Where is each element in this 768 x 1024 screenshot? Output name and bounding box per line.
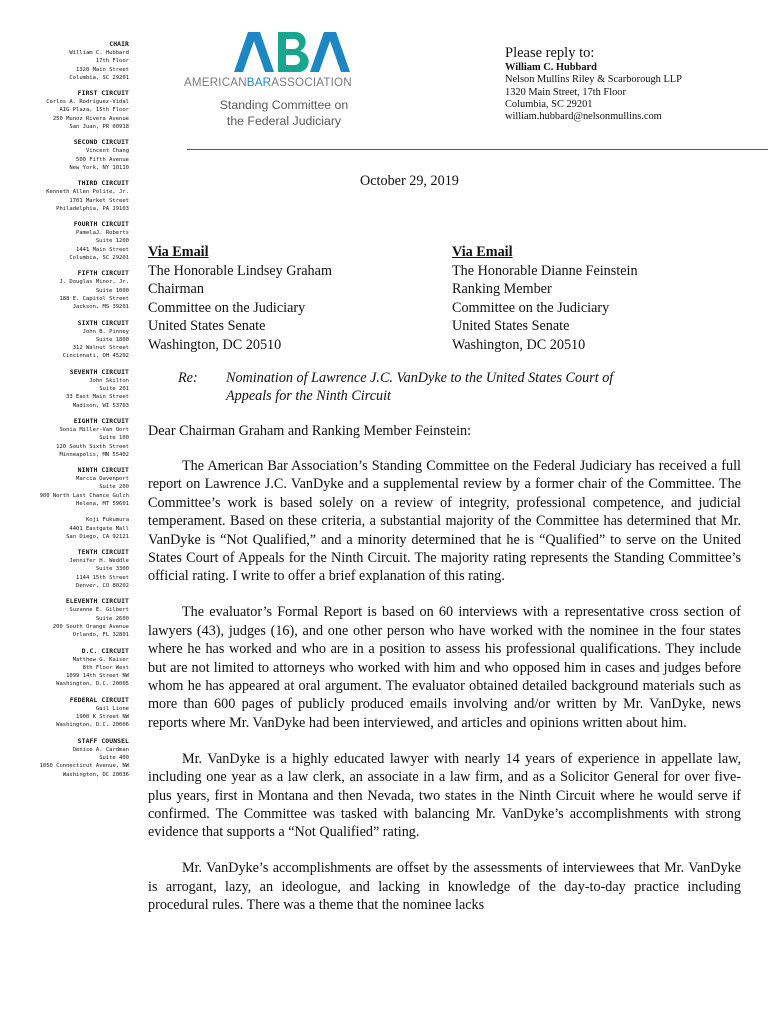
addressee-line: Committee on the Judiciary [452,299,610,316]
roster-line: J. Douglas Minor, Jr. [59,279,129,286]
roster-line: 188 E. Capitol Street [59,295,129,302]
reply-email[interactable]: william.hubbard@nelsonmullins.com [505,111,662,123]
roster-title: ELEVENTH CIRCUIT [65,597,129,606]
roster-line: Suite 3300 [95,566,129,573]
roster-line: 200 South Orange Avenue [52,623,129,630]
roster-line: PamelaJ. Roberts [76,230,129,237]
roster-block [0,179,129,213]
addressee-line: Committee on the Judiciary [148,299,306,316]
roster-line: 1144 15th Street [76,574,129,581]
roster-line: 500 Fifth Avenue [76,156,129,163]
roster-title: EIGHTH CIRCUIT [73,416,129,425]
roster-line: AIG Plaza, 15th Floor [59,107,129,114]
roster-title: THIRD CIRCUIT [77,179,129,188]
roster-line: Helena, MT 59601 [76,500,129,507]
roster-line: San Juan, PR 00918 [69,124,129,131]
roster-title: SEVENTH CIRCUIT [69,367,129,376]
roster-line: Suite 400 [99,754,129,761]
roster-line: John B. Pinney [82,328,129,335]
committee-roster [0,40,129,786]
roster-line: Jennifer H. Weddle [69,558,129,565]
roster-title: CHAIR [109,40,129,48]
re-line [178,369,646,406]
reply-street: 1320 Main Street, 17th Floor [505,86,626,98]
aba-logo [184,32,394,129]
roster-block [0,368,129,410]
roster-line: Koji Fukumura [85,517,129,524]
roster-line: 250 Munoz Rivera Avenue [52,115,129,122]
roster-block [0,269,129,311]
roster-line: Columbia, SC 29201 [69,255,129,262]
header-divider [187,149,768,150]
roster-line: 4401 Eastgate Mall [69,525,129,532]
addressee-line: Washington, DC 20510 [452,336,586,353]
addressee-line: The Honorable Dianne Feinstein [452,262,638,279]
roster-line: Suite 1000 [95,287,129,294]
roster-line: 1900 K Street NW [76,714,129,721]
roster-line: Columbia, SC 29201 [69,74,129,81]
roster-line: New York, NY 10110 [69,164,129,171]
roster-block [0,40,129,82]
addressee-line: The Honorable Lindsey Graham [148,262,332,279]
roster-line: Denver, CO 80202 [76,583,129,590]
roster-line: Washington, D.C. 20005 [56,681,129,688]
roster-title: FIRST CIRCUIT [77,89,129,98]
roster-title: FEDERAL CIRCUIT [69,695,129,704]
body-paragraph: Mr. VanDyke’s accomplishments are offset by the assessments of interviewees that Mr. VanDyke is arrogant, lazy, an ideologue, and lacking in knowledge of the day-to-day practice including procedural rules. There was a theme that the nominee lacks [148,860,741,914]
roster-line: 900 North Last Chance Gulch [39,492,129,499]
roster-title: NINTH CIRCUIT [77,466,129,475]
roster-line: 17th Floor [95,58,129,65]
roster-block [0,647,129,689]
roster-line: Denise A. Cardman [72,746,129,753]
reply-name: William C. Hubbard [505,62,597,73]
aba-logo-name: AMERICANBARASSOCIATION [184,76,352,89]
roster-block [0,319,129,361]
roster-title: D.C. CIRCUIT [81,646,129,655]
reply-city: Columbia, SC 29201 [505,98,593,110]
reply-heading: Please reply to: [505,45,595,61]
roster-title: TENTH CIRCUIT [77,548,129,557]
via-email-label: Via Email [452,244,513,260]
roster-line: 1050 Connecticut Avenue, NW [39,763,129,770]
roster-line: 1441 Main Street [76,246,129,253]
roster-line: Washington, DC 20036 [62,771,129,778]
roster-line: 120 South Sixth Street [56,443,129,450]
committee-name: Standing Committee on the Federal Judiciary [219,98,349,128]
roster-line: Vincent Chang [85,148,129,155]
roster-line: Matthew G. Kaiser [72,656,129,663]
roster-block [0,417,129,459]
roster-line: Suite 100 [99,435,129,442]
roster-line: Carlos A. Rodriguez-Vidal [46,99,129,106]
re-label: Re: [178,370,198,386]
roster-title: SECOND CIRCUIT [73,138,129,147]
reply-to-block [505,44,755,123]
roster-line: 1099 14th Street NW [66,673,129,680]
addressee-line: Chairman [148,281,204,298]
roster-line: Marcia Davenport [76,476,129,483]
roster-block [0,597,129,639]
roster-line: Sonia Miller-Van Oort [59,426,129,433]
roster-line: 1320 Main Street [76,66,129,73]
addressee-graham [148,243,332,355]
reply-firm: Nelson Mullins Riley & Scarborough LLP [505,74,682,86]
letter-body [148,457,741,932]
roster-line: 1701 Market Street [69,197,129,204]
addressee-line: Washington, DC 20510 [148,336,282,353]
addressee-line: United States Senate [148,318,266,335]
aba-letters-icon [234,32,354,72]
roster-line: John Skilton [89,377,129,384]
roster-block [0,89,129,131]
roster-title: STAFF COUNSEL [77,736,129,745]
roster-block [0,138,129,172]
roster-line: Gail Lione [95,705,129,712]
roster-block [0,696,129,730]
roster-block [0,220,129,262]
roster-line: Suite 1200 [95,238,129,245]
roster-line: San Diego, CA 92121 [66,533,129,540]
roster-line: Washington, D.C. 20006 [56,722,129,729]
roster-line: Cincinnati, OH 45202 [62,353,129,360]
addressee-line: United States Senate [452,318,570,335]
roster-line: Madison, WI 53703 [72,402,129,409]
roster-line: Minneapolis, MN 55402 [59,451,129,458]
body-paragraph: The American Bar Association’s Standing Committee on the Federal Judiciary has received a full report on Lawrence J.C. VanDyke and a supplemental review by a former chair of the Committee. The Committee’s work is based solely on a review of integrity, professional competence, and judicial temperament. Based on these criteria, a substantial majority of the Committee has determined that Mr. VanDyke is “Not Qualified,” and a minority determined that he is “Qualified” to serve on the United States Court of Appeals for the Ninth Circuit. The majority rating represents the Standing Committee’s official rating. I write to offer a brief explanation of this rating. [148,458,741,585]
addressee-line: Ranking Member [452,281,552,298]
body-paragraph: The evaluator’s Formal Report is based on 60 interviews with a representative cross section of lawyers (43), judges (16), and one other person who have worked with the nominee in the four states where he has worked and who are in a position to assess his professional qualifications. They include but are not limited to attorneys who worked with him and who opposed him in cases and judges before whom he has appeared at oral argument. The evaluator obtained detailed background materials such as more than 600 pages of publicly produced emails involving and/or written by Mr. VanDyke, news reports where Mr. VanDyke had been interviewed, and articles and opinions written about him. [148,604,741,731]
roster-block [0,466,129,541]
roster-line: Orlando, FL 32801 [72,632,129,639]
roster-line: Suzanne E. Gilbert [69,607,129,614]
salutation: Dear Chairman Graham and Ranking Member Feinstein: [148,423,472,439]
roster-line: 312 Walnut Street [72,345,129,352]
addressee-feinstein [452,243,638,355]
roster-block [0,737,129,779]
roster-line: Jackson, MS 39201 [72,304,129,311]
roster-block [0,548,129,590]
roster-line: Suite 1800 [95,336,129,343]
roster-title: FIFTH CIRCUIT [77,269,129,278]
via-email-label: Via Email [148,244,209,260]
aba-logo-mark [234,32,354,72]
roster-title: SIXTH CIRCUIT [77,318,129,327]
roster-line: Suite 2600 [95,615,129,622]
roster-title: FOURTH CIRCUIT [73,220,129,229]
roster-line: 33 East Main Street [66,394,129,401]
letter-date: October 29, 2019 [360,173,459,189]
re-subject: Nomination of Lawrence J.C. VanDyke to the United States Court of Appeals for the Ninth Circuit [226,370,614,405]
roster-line: William C. Hubbard [69,50,129,56]
roster-line: Suite 200 [99,484,129,491]
roster-line: Kenneth Allen Polite, Jr. [46,189,129,196]
body-paragraph: Mr. VanDyke is a highly educated lawyer with nearly 14 years of experience in appellate law, including one year as a law clerk, an associate in a law firm, and as a Solicitor General for over five-plus years, first in Montana and then Nevada, two states in the Ninth Circuit where he would serve if confirmed. The Committee was tasked with balancing Mr. VanDyke’s accomplishments with strong evidence that supports a “Not Qualified” rating. [148,750,741,841]
roster-line: Philadelphia, PA 19103 [56,205,129,212]
roster-line: 8th Floor West [82,664,129,671]
roster-line: Suite 201 [99,386,129,393]
